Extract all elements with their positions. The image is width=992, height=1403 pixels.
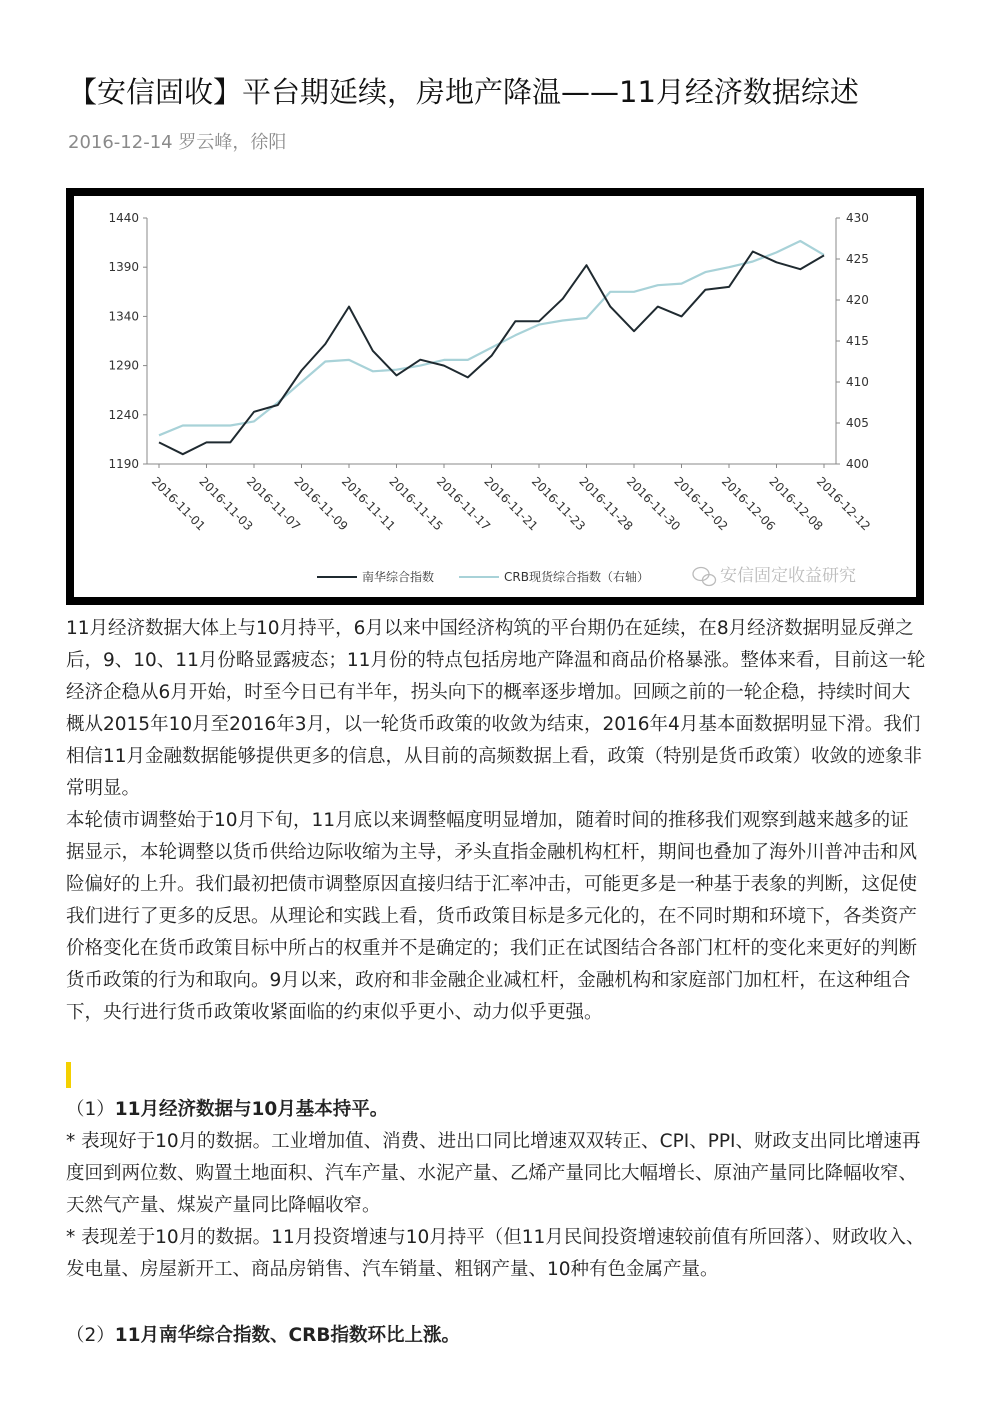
x-tick-label: 2016-11-28 xyxy=(576,474,636,534)
x-tick-label: 2016-11-15 xyxy=(386,474,446,534)
left-axis-ticks xyxy=(108,211,147,471)
right-tick-label: 425 xyxy=(846,252,869,266)
section-2-title: 11月南华综合指数、CRB指数环比上涨。 xyxy=(114,1325,460,1346)
section-1-title: 11月经济数据与10月基本持平。 xyxy=(114,1099,389,1120)
left-tick-label: 1340 xyxy=(108,309,139,324)
list-item: * 表现好于10月的数据。工业增加值、消费、进出口同比增速双双转正、CPI、PPI、财政支出同比增速再度回到两位数、购置土地面积、汽车产量、水泥产量、乙烯产量同比大幅增长、原油产量同比降幅收窄、天然气产量、煤炭产量同比降幅收窄。 xyxy=(66,1131,921,1216)
x-tick-label: 2016-11-11 xyxy=(338,474,399,534)
right-axis-ticks xyxy=(836,211,869,471)
left-tick-label: 1390 xyxy=(108,260,139,275)
right-tick-label: 415 xyxy=(846,334,869,348)
article-meta: 2016-12-14 罗云峰，徐阳 xyxy=(68,132,287,153)
left-tick-label: 1190 xyxy=(108,457,139,471)
x-tick-label: 2016-11-23 xyxy=(528,474,589,534)
right-tick-label: 400 xyxy=(846,457,869,471)
x-axis-ticks xyxy=(149,464,873,533)
section-2-prefix: （2） xyxy=(66,1325,115,1346)
section-1-list xyxy=(66,1126,926,1286)
x-tick-label: 2016-11-07 xyxy=(243,474,304,534)
list-item: * 表现差于10月的数据。11月投资增速与10月持平（但11月民间投资增速较前值有所回落）、财政收入、发电量、房屋新开工、商品房销售、汽车销量、粗钢产量、10种有色金属产量。 xyxy=(66,1227,925,1280)
right-tick-label: 410 xyxy=(846,375,869,389)
paragraph-2 xyxy=(66,805,926,1029)
x-tick-label: 2016-11-17 xyxy=(433,474,494,534)
right-tick-label: 405 xyxy=(846,416,869,430)
chart-figure xyxy=(66,188,924,605)
x-tick-label: 2016-12-02 xyxy=(671,474,731,534)
wechat-icon xyxy=(693,568,716,586)
watermark xyxy=(693,566,856,586)
section-marker xyxy=(66,1062,71,1088)
x-tick-label: 2016-12-12 xyxy=(813,474,874,534)
legend xyxy=(317,569,649,584)
article-title: 【安信固收】平台期延续，房地产降温——11月经济数据综述 xyxy=(68,75,859,109)
section-1-prefix: （1） xyxy=(66,1099,115,1120)
section-2-heading xyxy=(66,1320,460,1352)
series-line-crb xyxy=(159,241,824,435)
left-tick-label: 1240 xyxy=(108,407,139,422)
section-1-heading xyxy=(66,1094,388,1126)
x-tick-label: 2016-11-30 xyxy=(623,474,684,534)
watermark-text: 安信固定收益研究 xyxy=(720,566,856,586)
paragraph-1 xyxy=(66,613,926,805)
right-tick-label: 430 xyxy=(846,211,869,225)
right-tick-label: 420 xyxy=(846,293,869,307)
paragraph-text: 11月经济数据大体上与10月持平，6月以来中国经济构筑的平台期仍在延续，在8月经济数据明显反弹之后，9、10、11月份略显露疲态；11月份的特点包括房地产降温和商品价格暴涨。整体来看，目前这一轮经济企稳从6月开始，时至今日已有半年，拐头向下的概率逐步增加。回顾之前的一轮企稳，持续时间大概从2015年10月至2016年3月，以一轮货币政策的收敛为结束，2016年4月基本面数据明显下滑。我们相信11月金融数据能够提供更多的信息，从目前的高频数据上看，政策（特别是货币政策）收敛的迹象非常明显。 xyxy=(66,618,926,799)
legend-label-nanhua: 南华综合指数 xyxy=(362,570,435,584)
x-tick-label: 2016-11-21 xyxy=(481,474,541,534)
legend-label-crb: CRB现货综合指数（右轴） xyxy=(504,570,649,584)
x-tick-label: 2016-11-03 xyxy=(196,474,256,534)
line-chart xyxy=(74,196,916,597)
paragraph-text: 本轮债市调整始于10月下旬，11月底以来调整幅度明显增加，随着时间的推移我们观察到越来越多的证据显示，本轮调整以货币供给边际收缩为主导，矛头直指金融机构杠杆，期间也叠加了海外川普冲击和风险偏好的上升。我们最初把债市调整原因直接归结于汇率冲击，可能更多是一种基于表象的判断，这促使我们进行了更多的反思。从理论和实践上看，货币政策目标是多元化的，在不同时期和环境下，各类资产价格变化在货币政策目标中所占的权重并不是确定的；我们正在试图结合各部门杠杆的变化来更好的判断货币政策的行为和取向。9月以来，政府和非金融企业减杠杆，金融机构和家庭部门加杠杆，在这种组合下，央行进行货币政策收紧面临的约束似乎更小、动力似乎更强。 xyxy=(66,810,918,1023)
x-tick-label: 2016-11-01 xyxy=(148,474,209,534)
x-tick-label: 2016-12-08 xyxy=(766,474,826,534)
x-tick-label: 2016-11-09 xyxy=(291,474,351,534)
series-lines xyxy=(159,241,824,454)
series-line-nanhua xyxy=(159,252,824,455)
x-tick-label: 2016-12-06 xyxy=(718,474,779,534)
left-tick-label: 1290 xyxy=(108,358,139,373)
left-tick-label: 1440 xyxy=(108,211,139,225)
